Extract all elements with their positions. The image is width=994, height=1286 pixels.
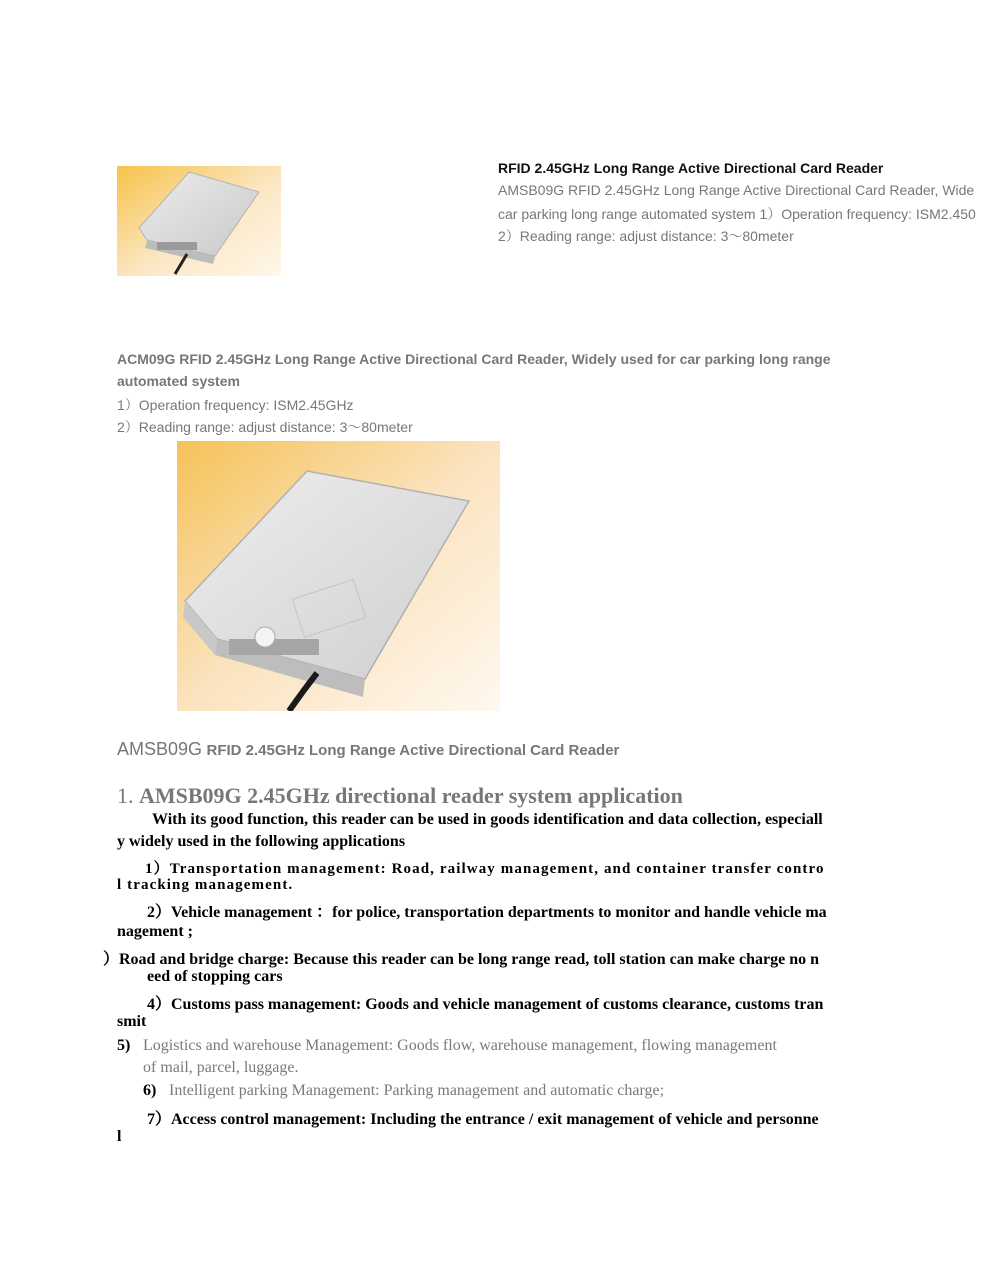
item-3-line2: eed of stopping cars bbox=[147, 968, 283, 985]
intro-line2: y widely used in the following applications bbox=[117, 833, 406, 850]
acm-spec-range: 2）Reading range: adjust distance: 3～80meter bbox=[117, 419, 413, 435]
item-1-line2: l tracking management. bbox=[117, 877, 294, 893]
top-product-desc-line2: car parking long range automated system 1）Operation frequency: ISM2.450 bbox=[498, 206, 976, 222]
top-product-desc-line3: 2）Reading range: adjust distance: 3～80meter bbox=[498, 228, 794, 244]
product-photo-small bbox=[117, 166, 281, 276]
top-product-title: RFID 2.45GHz Long Range Active Directional Card Reader bbox=[498, 160, 884, 176]
section-number: 1. bbox=[117, 783, 134, 808]
item-7-line1: 7）Access control management: Including the entrance / exit management of vehicle and personne bbox=[147, 1111, 819, 1128]
item-5-line2: of mail, parcel, luggage. bbox=[143, 1059, 299, 1076]
item-6-line1: Intelligent parking Management: Parking management and automatic charge; bbox=[169, 1082, 665, 1099]
intro-line1: With its good function, this reader can be used in goods identification and data collection, especiall bbox=[152, 811, 823, 828]
product-caption bbox=[117, 739, 619, 760]
item-5-line1: Logistics and warehouse Management: Goods flow, warehouse management, flowing management bbox=[143, 1037, 777, 1054]
item-6-marker: 6) bbox=[143, 1082, 157, 1099]
caption-model: AMSB09G bbox=[117, 739, 203, 759]
section-heading bbox=[117, 783, 683, 809]
item-2-line1: 2）Vehicle management ：for police, transportation departments to monitor and handle vehicle ma bbox=[147, 904, 827, 921]
acm-spec-frequency: 1）Operation frequency: ISM2.45GHz bbox=[117, 397, 354, 413]
item-1-line1: 1）Transportation management: Road, railway management, and container transfer contro bbox=[145, 861, 825, 877]
acm-title-line2: automated system bbox=[117, 373, 240, 389]
item-4-line2: smit bbox=[117, 1013, 147, 1030]
acm-title-line1: ACM09G RFID 2.45GHz Long Range Active Directional Card Reader, Widely used for car parking long range bbox=[117, 351, 831, 367]
caption-description: RFID 2.45GHz Long Range Active Directional Card Reader bbox=[206, 742, 620, 759]
item-3-line1: ）Road and bridge charge: Because this reader can be long range read, toll station can make charge no n bbox=[103, 951, 819, 968]
item-7-line2: l bbox=[117, 1128, 122, 1145]
item-2-line2: nagement ; bbox=[117, 923, 193, 940]
item-5-marker: 5) bbox=[117, 1037, 131, 1054]
section-title: AMSB09G 2.45GHz directional reader system application bbox=[139, 783, 683, 808]
item-4-line1: 4）Customs pass management: Goods and vehicle management of customs clearance, customs tran bbox=[147, 996, 824, 1013]
product-photo-large bbox=[177, 441, 500, 711]
top-product-desc-line1: AMSB09G RFID 2.45GHz Long Range Active Directional Card Reader, Wide bbox=[498, 182, 975, 198]
